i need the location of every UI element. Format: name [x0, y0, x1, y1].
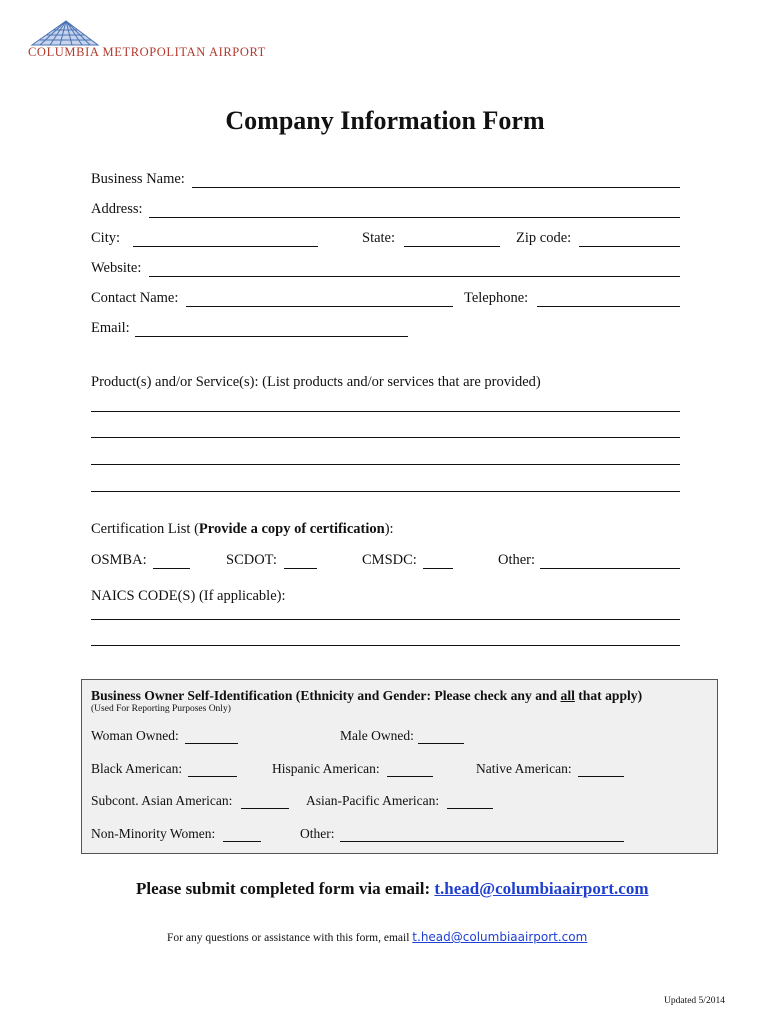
cmsdc-label: CMSDC: — [362, 552, 417, 568]
self-id-note: (Used For Reporting Purposes Only) — [91, 704, 231, 714]
website-line[interactable] — [149, 276, 680, 277]
other-ethnicity-label: Other: — [300, 826, 335, 841]
non-minority-women-label: Non-Minority Women: — [91, 826, 216, 841]
woman-owned — [91, 728, 241, 748]
certification-label-bold: Provide a copy of certification — [198, 521, 385, 537]
male-owned-label: Male Owned: — [340, 728, 414, 743]
email-label: Email: — [91, 320, 130, 336]
other-ethnicity — [300, 826, 626, 846]
woman-owned-label: Woman Owned: — [91, 728, 179, 743]
products-line-1[interactable] — [91, 411, 680, 412]
hispanic-american-label: Hispanic American: — [272, 761, 380, 776]
form-title: Company Information Form — [225, 106, 545, 135]
self-id-heading-all: all — [560, 688, 575, 703]
asian-pacific-american-line[interactable] — [447, 808, 493, 809]
native-american — [476, 761, 626, 781]
submit-instruction: Please submit completed form via email: t.head@columbiaairport.com — [136, 879, 649, 898]
contact-row — [91, 290, 680, 312]
male-owned-line[interactable] — [418, 743, 464, 744]
assistance-email-link[interactable]: t.head@columbiaairport.com — [412, 930, 588, 944]
scdot-line[interactable] — [284, 568, 317, 569]
hispanic-american-line[interactable] — [387, 776, 433, 777]
address-row — [91, 201, 680, 223]
airport-roof-logo-icon — [30, 19, 100, 47]
asian-pacific-american — [306, 793, 496, 813]
products-line-4[interactable] — [91, 491, 680, 492]
telephone-line[interactable] — [537, 306, 680, 307]
email-line[interactable] — [135, 336, 408, 337]
website-label: Website: — [91, 260, 142, 276]
black-american — [91, 761, 241, 781]
zip-label: Zip code: — [516, 230, 572, 246]
products-line-3[interactable] — [91, 464, 680, 465]
cmsdc-line[interactable] — [423, 568, 453, 569]
state-label: State: — [362, 230, 396, 246]
business-name-label: Business Name: — [91, 171, 185, 187]
scdot-label: SCDOT: — [226, 552, 277, 568]
non-minority-women — [91, 826, 266, 846]
products-line-2[interactable] — [91, 437, 680, 438]
contact-name-line[interactable] — [186, 306, 453, 307]
asian-pacific-american-label: Asian-Pacific American: — [306, 793, 440, 808]
certification-label: Certification List (Provide a copy of certification): — [91, 521, 394, 537]
contact-name-label: Contact Name: — [91, 290, 179, 306]
business-name-row — [91, 171, 680, 193]
state-line[interactable] — [404, 246, 500, 247]
email-row — [91, 320, 680, 342]
airport-name: COLUMBIA METROPOLITAN AIRPORT — [28, 45, 266, 59]
certification-row — [91, 552, 680, 574]
subcont-asian-american-line[interactable] — [241, 808, 289, 809]
woman-owned-line[interactable] — [185, 743, 238, 744]
subcont-asian-american-label: Subcont. Asian American: — [91, 793, 233, 808]
products-label: Product(s) and/or Service(s): (List products and/or services that are provided) — [91, 374, 541, 390]
assistance-note: For any questions or assistance with this form, email t.head@columbiaairport.com — [167, 930, 588, 944]
self-id-heading: Business Owner Self-Identification (Ethnicity and Gender: Please check any and all that apply) — [91, 688, 643, 703]
submit-email-link[interactable]: t.head@columbiaairport.com — [434, 879, 649, 898]
osmba-label: OSMBA: — [91, 552, 147, 568]
city-state-zip-row — [91, 230, 680, 252]
hispanic-american — [272, 761, 437, 781]
osmba-line[interactable] — [153, 568, 190, 569]
other-cert-line[interactable] — [540, 568, 680, 569]
address-label: Address: — [91, 201, 143, 217]
address-line[interactable] — [149, 217, 680, 218]
non-minority-women-line[interactable] — [223, 841, 261, 842]
native-american-label: Native American: — [476, 761, 572, 776]
telephone-label: Telephone: — [464, 290, 529, 306]
city-label: City: — [91, 230, 121, 246]
city-line[interactable] — [133, 246, 318, 247]
black-american-label: Black American: — [91, 761, 183, 776]
other-cert-label: Other: — [498, 552, 536, 568]
male-owned — [340, 728, 470, 748]
native-american-line[interactable] — [578, 776, 624, 777]
self-identification-box — [81, 679, 718, 854]
naics-line-1[interactable] — [91, 619, 680, 620]
other-ethnicity-line[interactable] — [340, 841, 624, 842]
naics-label: NAICS CODE(S) (If applicable): — [91, 588, 286, 604]
updated-date: Updated 5/2014 — [664, 996, 725, 1006]
subcont-asian-american — [91, 793, 291, 813]
website-row — [91, 260, 680, 282]
zip-line[interactable] — [579, 246, 680, 247]
black-american-line[interactable] — [188, 776, 237, 777]
business-name-line[interactable] — [192, 187, 680, 188]
naics-line-2[interactable] — [91, 645, 680, 646]
